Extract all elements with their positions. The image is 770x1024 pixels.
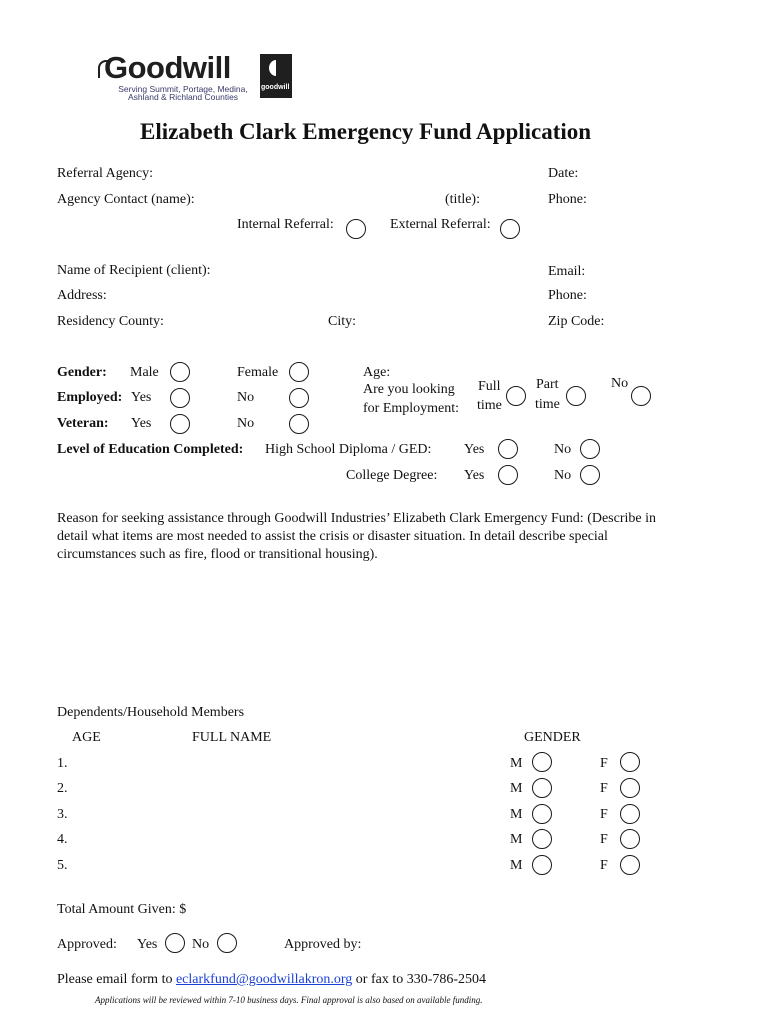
dependent-m-label: M [510,858,523,873]
age-label: Age: [363,365,391,380]
dependent-row-number: 4. [57,832,68,847]
logo-brand: Goodwill [104,50,231,85]
college-label: College Degree: [346,468,438,483]
reason-line-1: Reason for seeking assistance through Goodwill Industries’ Elizabeth Clark Emergency Fund: (Describe in [57,511,656,526]
dependent-f-label: F [600,832,608,847]
address-label: Address: [57,288,107,303]
county-label: Residency County: [57,314,164,329]
college-yes-radio[interactable] [498,465,518,485]
dependent-m-label: M [510,756,523,771]
col-gender: GENDER [524,730,581,745]
approved-no-label: No [192,937,210,952]
reason-line-3: circumstances such as fire, flood or transitional housing). [57,547,378,562]
hs-yes-radio[interactable] [498,439,518,459]
parttime-label-1: Part [536,377,559,392]
dependent-row-number: 5. [57,858,68,873]
email-instructions [57,972,486,988]
referral-agency-label: Referral Agency: [57,166,154,181]
date-label: Date: [548,166,579,181]
veteran-yes-label: Yes [131,416,152,431]
dependent-row-number: 3. [57,807,68,822]
fax-text: or fax to 330-786-2504 [355,972,487,987]
approved-yes-label: Yes [137,937,158,952]
agency-phone-label: Phone: [548,192,587,207]
employed-yes-label: Yes [131,390,152,405]
logo-box-text: goodwill [261,84,290,91]
dependent-row-number: 2. [57,781,68,796]
dependent-m-radio[interactable] [532,778,552,798]
recipient-phone-label: Phone: [548,288,587,303]
recipient-name-label: Name of Recipient (client): [57,263,211,278]
looking-label-2: for Employment: [363,401,460,416]
col-full-name: FULL NAME [192,730,272,745]
city-label: City: [328,314,357,329]
dependent-f-radio[interactable] [620,752,640,772]
external-referral-radio[interactable] [500,219,520,239]
hs-label: High School Diploma / GED: [265,442,432,457]
college-no-radio[interactable] [580,465,600,485]
looking-label-1: Are you looking [363,382,455,397]
title-label: (title): [445,192,480,207]
approved-label: Approved: [57,937,117,952]
dependent-f-label: F [600,756,608,771]
education-label: Level of Education Completed: [57,442,244,457]
dependent-m-label: M [510,781,523,796]
parttime-label-2: time [535,397,560,412]
female-radio[interactable] [289,362,309,382]
employed-no-label: No [237,390,255,405]
fulltime-label-1: Full [478,379,501,394]
page-title: Elizabeth Clark Emergency Fund Application [140,119,592,144]
male-radio[interactable] [170,362,190,382]
looking-no-label: No [611,376,629,391]
male-label: Male [130,365,159,380]
parttime-radio[interactable] [566,386,586,406]
veteran-label: Veteran: [57,416,109,431]
employed-yes-radio[interactable] [170,388,190,408]
dependent-m-label: M [510,807,523,822]
college-yes-label: Yes [464,468,485,483]
dependent-m-radio[interactable] [532,829,552,849]
logo-tagline-1: Serving Summit, Portage, Medina, [118,84,248,94]
internal-referral-radio[interactable] [346,219,366,239]
dependent-m-radio[interactable] [532,804,552,824]
dependent-row-number: 1. [57,756,68,771]
employed-no-radio[interactable] [289,388,309,408]
email-link[interactable]: eclarkfund@goodwillakron.org [175,972,353,987]
female-label: Female [237,365,279,380]
dependent-f-label: F [600,807,608,822]
email-label: Email: [548,264,586,279]
dependent-f-radio[interactable] [620,855,640,875]
dependent-f-radio[interactable] [620,778,640,798]
external-referral-label: External Referral: [390,217,491,232]
college-no-label: No [554,468,572,483]
zip-label: Zip Code: [548,314,605,329]
employed-label: Employed: [57,390,123,405]
dependent-m-radio[interactable] [532,752,552,772]
logo-tagline-2: Ashland & Richland Counties [127,92,239,102]
veteran-no-radio[interactable] [289,414,309,434]
approved-yes-radio[interactable] [165,933,185,953]
dependents-heading: Dependents/Household Members [57,705,245,720]
gender-label: Gender: [57,365,107,380]
reason-line-2: detail what items are most needed to assist the crisis or disaster situation. In detail describe special [57,529,608,544]
veteran-yes-radio[interactable] [170,414,190,434]
col-age: AGE [72,730,101,745]
hs-yes-label: Yes [464,442,485,457]
review-note: Applications will be reviewed within 7-10 business days. Final approval is also based on available funding. [95,995,483,1005]
veteran-no-label: No [237,416,255,431]
hs-no-radio[interactable] [580,439,600,459]
internal-referral-label: Internal Referral: [237,217,334,232]
logo-g-icon [260,54,292,98]
approved-no-radio[interactable] [217,933,237,953]
total-amount-label: Total Amount Given: $ [57,902,187,917]
dependent-m-radio[interactable] [532,855,552,875]
dependent-m-label: M [510,832,523,847]
dependent-f-label: F [600,858,608,873]
hs-no-label: No [554,442,572,457]
email-prefix: Please email form to [57,972,173,987]
fulltime-radio[interactable] [506,386,526,406]
approved-by-label: Approved by: [284,937,362,952]
dependent-f-label: F [600,781,608,796]
dependent-f-radio[interactable] [620,829,640,849]
dependent-f-radio[interactable] [620,804,640,824]
looking-no-radio[interactable] [631,386,651,406]
fulltime-label-2: time [477,398,502,413]
agency-contact-label: Agency Contact (name): [57,192,195,207]
